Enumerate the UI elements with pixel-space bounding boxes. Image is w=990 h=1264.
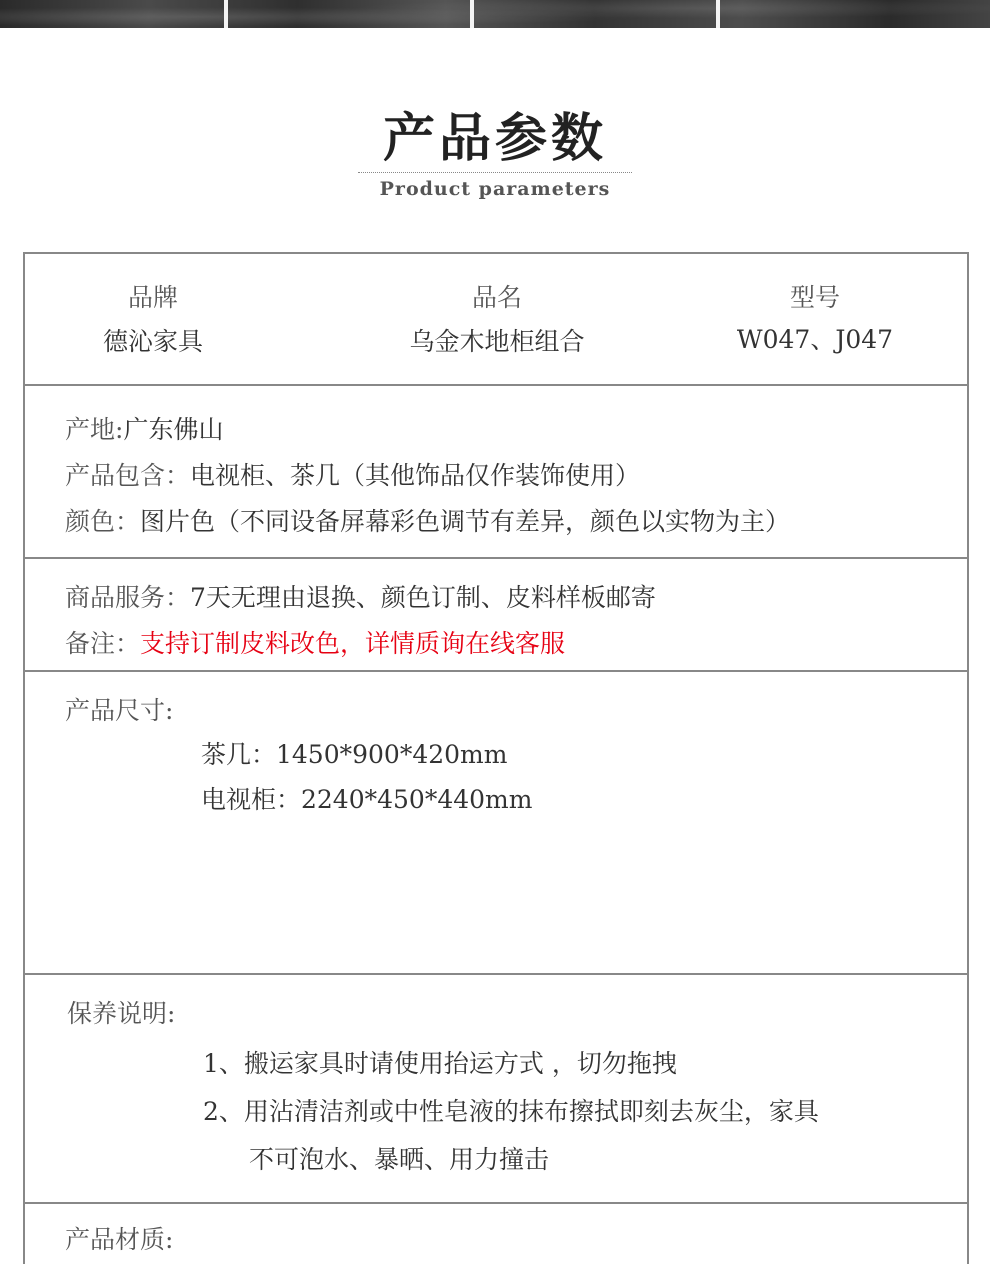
size-label: 产品尺寸: <box>65 696 174 725</box>
contents-value: 电视柜、茶几（其他饰品仅作装饰使用） <box>190 461 641 490</box>
material-label: 产品材质: <box>65 1225 174 1254</box>
size-item-tv-cabinet: 电视柜：2240*450*440mm <box>201 785 533 814</box>
title-divider <box>358 172 632 173</box>
care-item-text: 用沾清洁剂或中性皂液的抹布擦拭即刻去灰尘，家具 <box>243 1097 819 1126</box>
page-title: 产品参数 <box>382 109 607 169</box>
care-item-continued: 不可泡水、暴晒、用力撞击 <box>249 1145 550 1174</box>
row-divider <box>23 973 967 975</box>
banner-divider <box>224 0 228 28</box>
brand-label: 品牌 <box>127 283 178 312</box>
spec-table <box>23 252 969 1264</box>
care-label: 保养说明: <box>67 999 176 1028</box>
origin-row <box>65 410 223 446</box>
row-divider <box>23 670 967 672</box>
banner-divider <box>716 0 720 28</box>
model-label: 型号 <box>789 283 840 312</box>
service-row <box>65 578 656 614</box>
row-divider <box>23 384 967 386</box>
top-banner <box>0 0 990 28</box>
color-value: 图片色（不同设备屏幕彩色调节有差异，颜色以实物为主） <box>140 507 791 536</box>
service-value: 7天无理由退换、颜色订制、皮料样板邮寄 <box>190 583 656 612</box>
color-row <box>65 502 790 538</box>
size-item-tea-table: 茶几：1450*900*420mm <box>201 740 508 769</box>
note-row <box>65 624 565 660</box>
care-item-number: 1、 <box>203 1049 244 1078</box>
origin-label: 产地: <box>65 415 124 444</box>
page-subtitle: Product parameters <box>379 178 611 200</box>
product-name-value: 乌金木地柜组合 <box>409 327 585 356</box>
care-item <box>203 1044 677 1080</box>
note-label: 备注： <box>65 629 141 658</box>
service-label: 商品服务： <box>65 583 191 612</box>
care-item-text: 搬运家具时请使用抬运方式 ，切勿拖拽 <box>243 1049 677 1078</box>
banner-divider <box>470 0 474 28</box>
product-name-label: 品名 <box>471 283 522 312</box>
model-value: W047、J047 <box>736 325 894 354</box>
row-divider <box>23 1202 967 1204</box>
care-item-number: 2、 <box>203 1097 244 1126</box>
row-divider <box>23 557 967 559</box>
contents-label: 产品包含： <box>65 461 191 490</box>
brand-value: 德沁家具 <box>102 327 203 356</box>
note-value: 支持订制皮料改色，详情质询在线客服 <box>140 629 566 658</box>
color-label: 颜色： <box>65 507 141 536</box>
contents-row <box>65 456 640 492</box>
origin-value: 广东佛山 <box>123 415 224 444</box>
care-item <box>203 1092 819 1128</box>
